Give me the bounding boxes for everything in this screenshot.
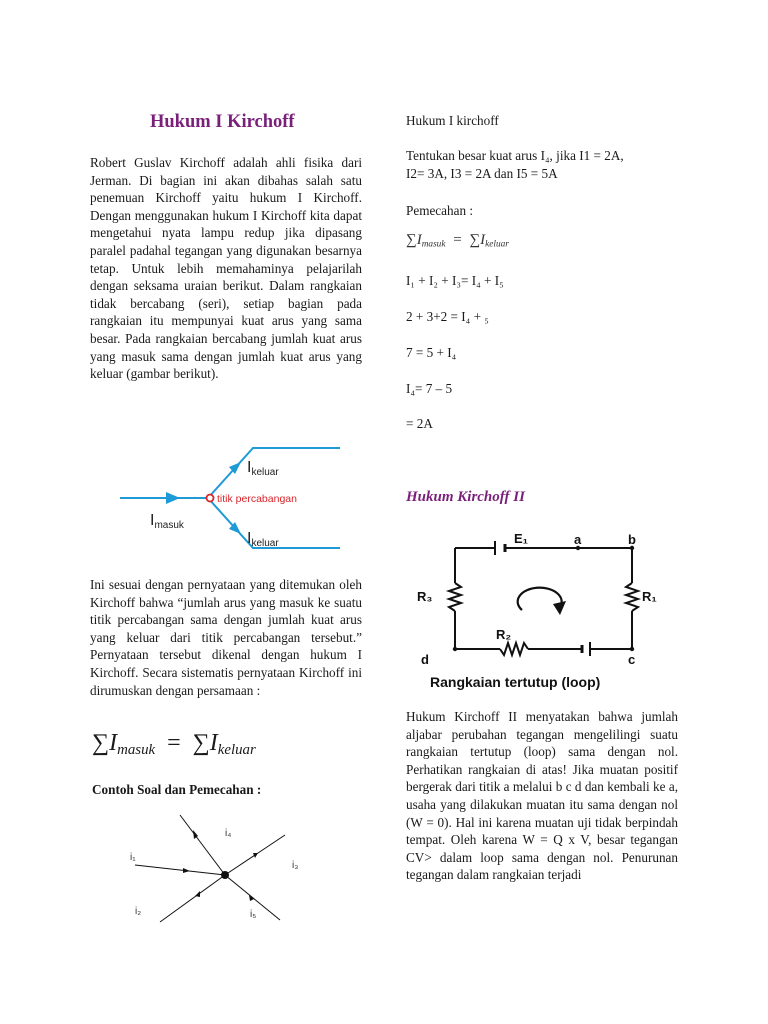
label-i2: i₂ bbox=[135, 906, 142, 917]
label-i5: i₅ bbox=[250, 909, 257, 920]
node-c bbox=[630, 647, 634, 651]
label-b: b bbox=[628, 532, 636, 547]
node-currents-figure bbox=[120, 810, 340, 930]
circuit-wires bbox=[449, 548, 638, 655]
page-title: Hukum I Kirchoff bbox=[150, 112, 295, 132]
solution-step-2: 2 + 3+2 = I₄ + ₅ bbox=[406, 309, 489, 324]
loop-circuit-figure bbox=[410, 525, 682, 695]
statement-paragraph: Ini sesuai dengan pernyataan yang ditemukan oleh Kirchoff bahwa “jumlah arus yang masuk ke suatu titik percabangan sama dengan jumlah kuat arus yang keluar dari titik percabangan tersebut.” Pernyataan tersebut dikenal dengan hukum I Kirchoff. Secara sistematis pernyataan Kirchoff ini dirumuskan dengan persamaan : bbox=[90, 577, 362, 698]
formula-small: $\sum I_{masuk} = \sum I_{keluar}$ bbox=[406, 232, 509, 250]
node-d bbox=[453, 647, 457, 651]
intro-paragraph: Robert Guslav Kirchoff adalah ahli fisika dari Jerman. Di bagian ini akan dibahas salah satu penemuan Kirchoff yaitu hukum I Kirchoff. Dengan menggunakan hukum I Kirchoff kita dapat mengetahui nyata lampu redup jika dipasang paralel padahal tegangan yang digunakan besarnya tetap. Untuk lebih memahaminya pelajarilah dengan seksama uraian berikut. Dalam rangkaian tidak bercabang (seri), setiap bagian pada rangkaian itu mempunyai kuat arus yang sama besar. Pada rangkaian bercabang jumlah kuat arus yang masuk sama dengan jumlah kuat arus yang keluar (gambar berikut). bbox=[90, 155, 362, 382]
solution-label: Pemecahan : bbox=[406, 203, 474, 218]
example-heading: Contoh Soal dan Pemecahan : bbox=[92, 782, 262, 797]
label-i3: i₃ bbox=[292, 860, 299, 871]
label-c: c bbox=[628, 652, 636, 667]
label-r2: R₂ bbox=[496, 627, 512, 642]
section-title-2: Hukum Kirchoff II bbox=[406, 489, 525, 505]
solution-step-1: I₁ + I₂ + I₃= I₄ + I₅ bbox=[406, 273, 504, 288]
label-r1: R₁ bbox=[642, 589, 657, 604]
label-d: d bbox=[421, 652, 429, 667]
label-a: a bbox=[574, 532, 582, 547]
right-heading: Hukum I kirchoff bbox=[406, 113, 499, 128]
label-e1: E₁ bbox=[514, 531, 529, 546]
loop-paragraph: Hukum Kirchoff II menyatakan bahwa jumlah aljabar perubahan tegangan mengelilingi suatu rangkaian tertutup (loop) sama dengan nol. Perhatikan rangkaian di atas! Jika muatan positif bergerak dari titik a melalui b c d dan kembali ke a, usaha yang dilakukan muatan itu sama dengan nol (W = 0). Hal ini karena muatan uji tidak berpindah tempat. Oleh karena W = Q x V, besar tegangan CV> dalam loop sama dengan nol. Penurunan tegangan dalam rangkaian terjadi bbox=[406, 709, 678, 883]
solution-step-4: I₄= 7 – 5 bbox=[406, 381, 453, 396]
junction-node bbox=[221, 871, 229, 879]
label-i4: i₄ bbox=[225, 828, 232, 839]
i-masuk-label: Imasuk bbox=[150, 512, 184, 531]
node-lines bbox=[135, 815, 285, 922]
loop-arrowhead-icon bbox=[553, 601, 566, 615]
branch-node bbox=[207, 495, 214, 502]
label-i1: i₁ bbox=[130, 852, 136, 863]
branch-current-figure bbox=[110, 438, 350, 560]
problem-line-1: Tentukan besar kuat arus I₄, jika I1 = 2A, bbox=[406, 148, 624, 163]
solution-step-3: 7 = 5 + I₄ bbox=[406, 345, 457, 360]
solution-step-5: = 2A bbox=[406, 416, 433, 431]
label-r3: R₃ bbox=[417, 589, 433, 604]
i-keluar-bottom-label: Ikeluar bbox=[247, 530, 279, 549]
circuit-caption: Rangkaian tertutup (loop) bbox=[430, 674, 601, 690]
arrow-i2-icon bbox=[195, 891, 200, 897]
arrow-in-icon bbox=[166, 492, 180, 504]
kirchhoff-formula: $\sum I_{masuk} = \sum I_{keluar}$ bbox=[92, 730, 256, 759]
problem-line-2: I2= 3A, I3 = 2A dan I5 = 5A bbox=[406, 166, 558, 181]
i-keluar-top-label: Ikeluar bbox=[247, 459, 279, 478]
titik-percabangan-label: titik percabangan bbox=[217, 493, 297, 505]
